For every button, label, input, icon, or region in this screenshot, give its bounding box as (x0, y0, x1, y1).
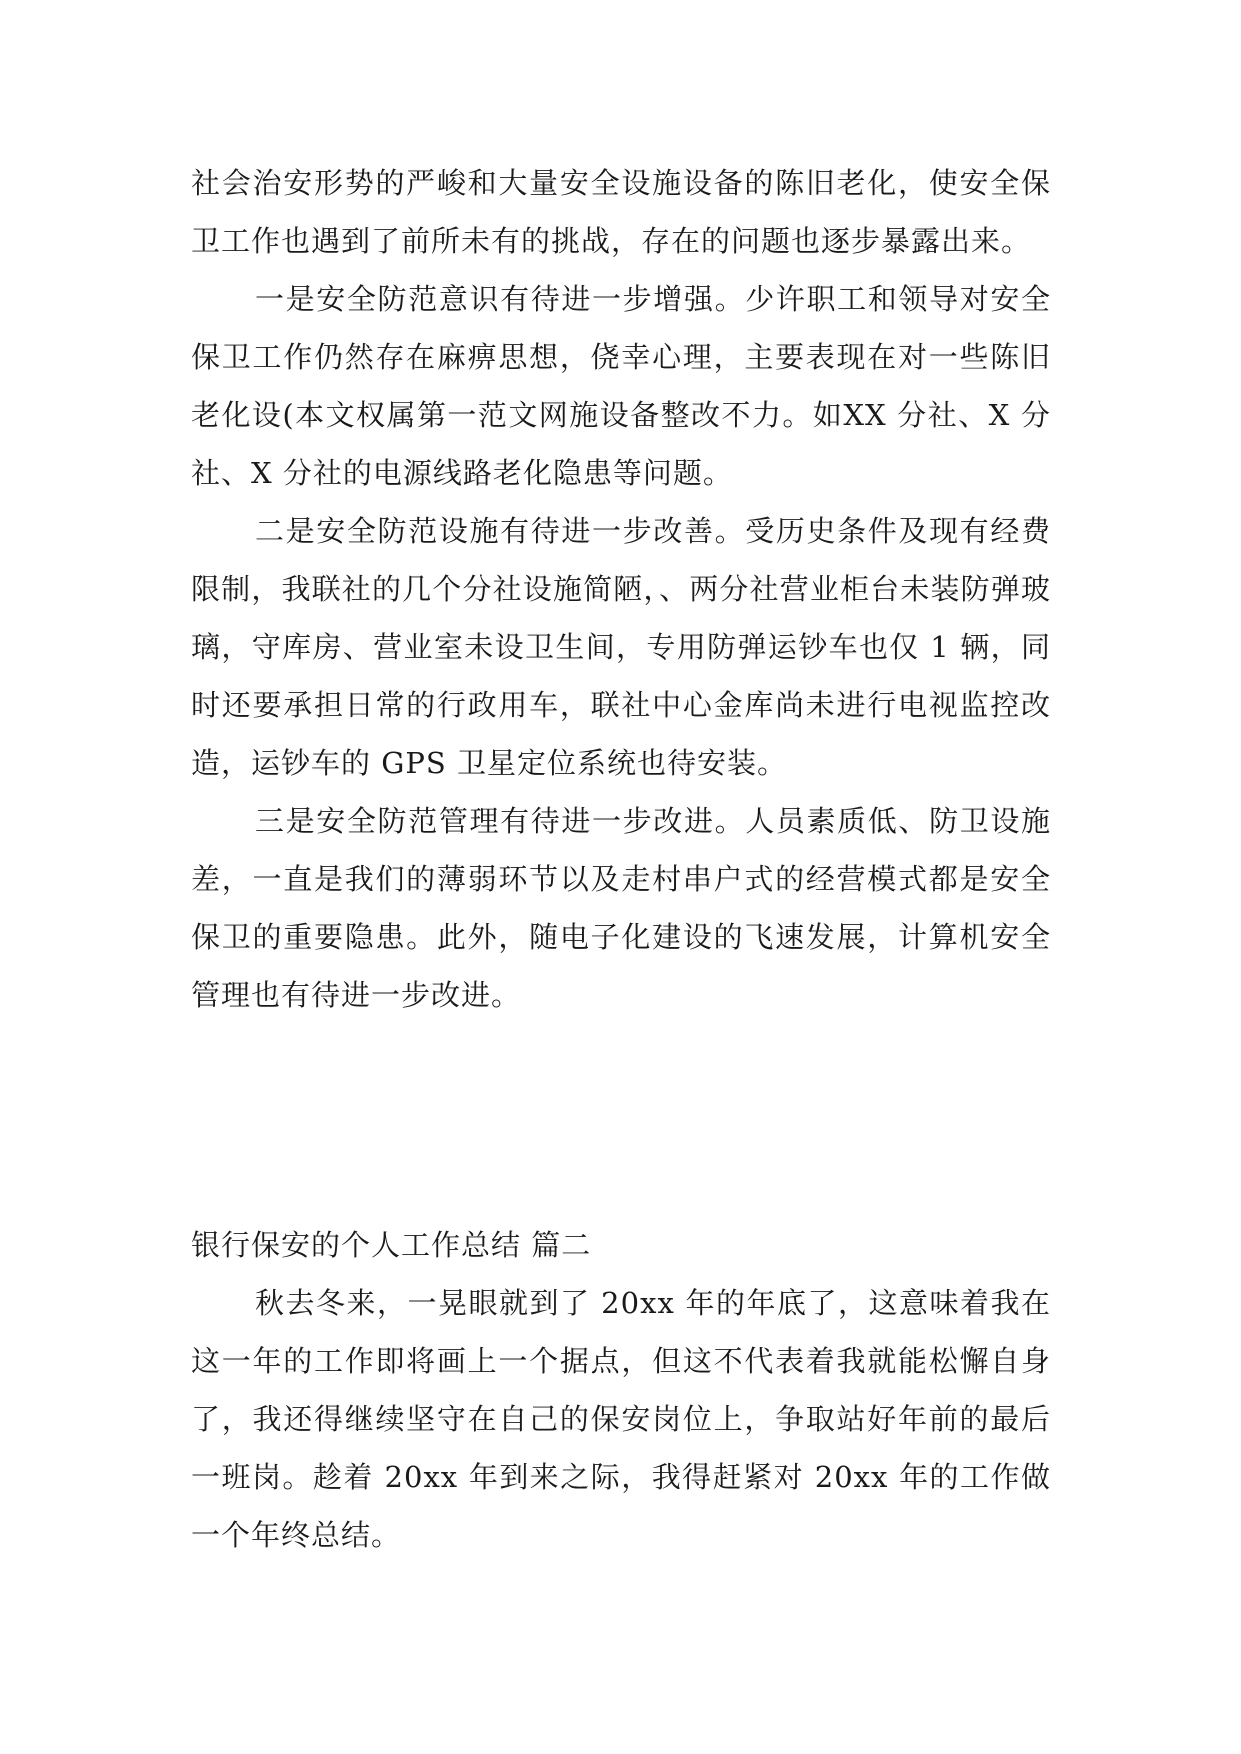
paragraph-management: 三是安全防范管理有待进一步改进。人员素质低、防卫设施差，一直是我们的薄弱环节以及走村串户式的经营模式都是安全保卫的重要隐患。此外，随电子化建设的飞速发展，计算机安全管理也有待进一步改进。 (191, 804, 1051, 1012)
paragraph-year-end: 秋去冬来，一晃眼就到了 20xx 年的年底了，这意味着我在这一年的工作即将画上一个据点，但这不代表着我就能松懈自身了，我还得继续坚守在自己的保安岗位上，争取站好年前的最后一班岗。趁着 20xx 年到来之际，我得赶紧对 20xx 年的工作做一个年终总结。 (191, 1286, 1051, 1552)
paragraph-facilities: 二是安全防范设施有待进一步改善。受历史条件及现有经费限制，我联社的几个分社设施简陋，、两分社营业柜台未装防弹玻璃，守库房、营业室未设卫生间，专用防弹运钞车也仅 1 辆，同时还要承担日常的行政用车，联社中心金库尚未进行电视监控改造，运钞车的 GPS 卫星定位系统也待安装。 (191, 514, 1051, 780)
section-heading: 银行保安的个人工作总结 篇二 (191, 1228, 592, 1262)
paragraph-awareness: 一是安全防范意识有待进一步增强。少许职工和领导对安全保卫工作仍然存在麻痹思想，侥幸心理，主要表现在对一些陈旧老化设(本文权属第一范文网施设备整改不力。如XX 分社、X 分社、X 分社的电源线路老化隐患等问题。 (191, 282, 1051, 490)
body-section-2 (191, 1216, 1051, 1564)
paragraph-continuation: 社会治安形势的严峻和大量安全设施设备的陈旧老化，使安全保卫工作也遇到了前所未有的挑战，存在的问题也逐步暴露出来。 (191, 166, 1051, 258)
body-section-1 (191, 154, 1051, 1024)
